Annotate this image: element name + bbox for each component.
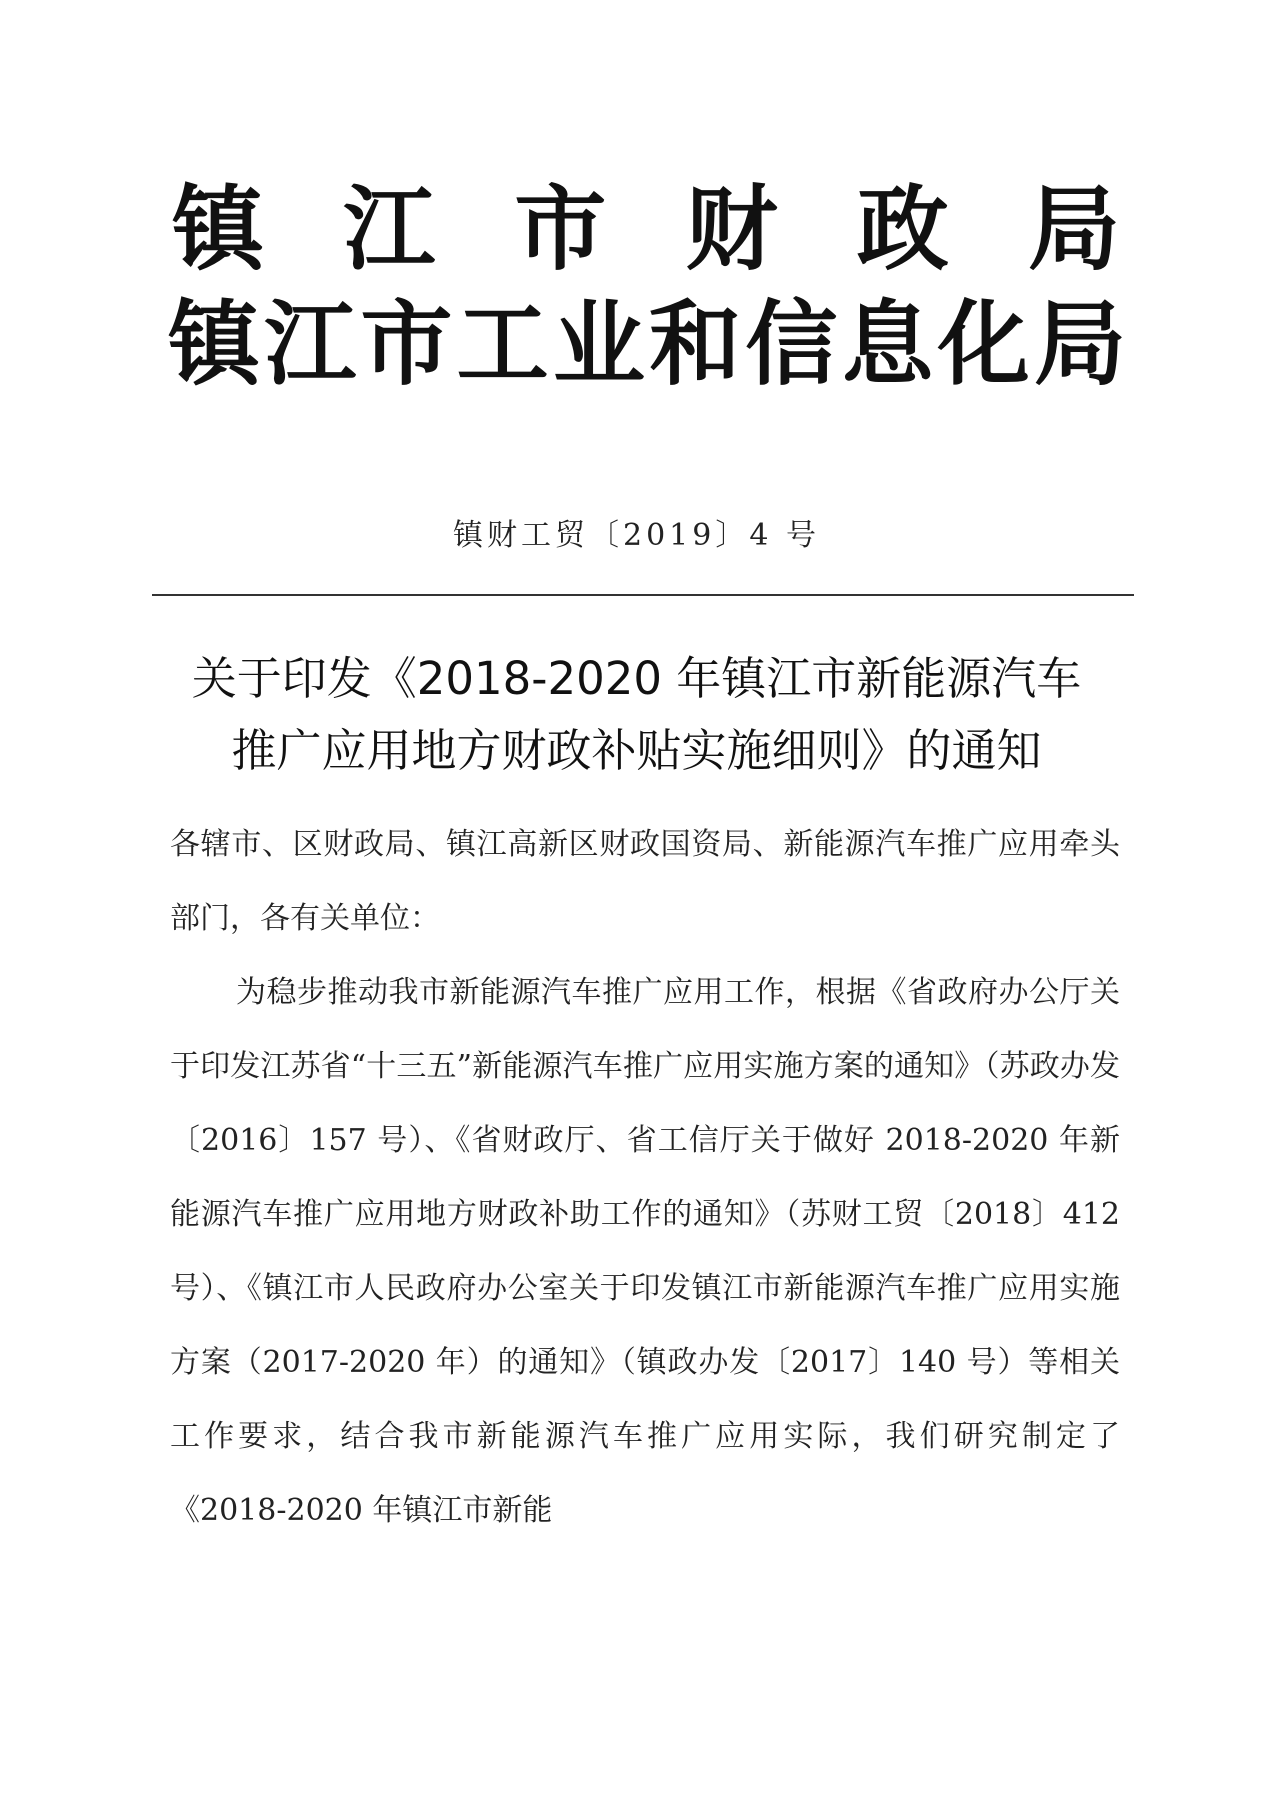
document-title-line-2: 推广应用地方财政补贴实施细则》的通知: [231, 724, 1042, 777]
document-body: [170, 808, 1120, 1548]
issuer-char: 息: [841, 291, 934, 398]
salutation: 各辖市、区财政局、镇江高新区财政国资局、新能源汽车推广应用牵头部门，各有关单位：: [170, 827, 1120, 936]
issuer-char: 工: [456, 291, 549, 398]
issuer-char: 政: [856, 176, 949, 283]
issuer-char: 化: [937, 291, 1030, 398]
issuer-char: 财: [685, 176, 778, 283]
body-paragraph: 为稳步推动我市新能源汽车推广应用工作，根据《省政府办公厅关于印发江苏省“十三五”新能源汽车推广应用实施方案的通知》（苏政办发〔2016〕157 号）、《省财政厅、省工信厅关于做好 2018-2020 年新能源汽车推广应用地方财政补助工作的通知》（苏财工贸〔2018〕412 号）、《镇江市人民政府办公室关于印发镇江市新能源汽车推广应用实施方案（2017-2020 年）的通知》（镇政办发〔2017〕140 号）等相关工作要求，结合我市新能源汽车推广应用实际，我们研究制定了《2018-2020 年镇江市新能: [170, 975, 1120, 1528]
issuer-char: 市: [360, 291, 453, 398]
issuer-name-line-1: [172, 175, 1120, 285]
issuer-name-line-2: [168, 290, 1126, 400]
issuer-char: 镇: [168, 291, 261, 398]
issuer-char: 和: [649, 291, 742, 398]
issuer-char: 业: [552, 291, 645, 398]
document-title-line-1: 关于印发《2018-2020 年镇江市新能源汽车: [191, 652, 1082, 705]
issuer-char: 江: [343, 176, 436, 283]
issuer-char: 局: [1027, 176, 1120, 283]
header-divider: [152, 594, 1134, 596]
issuer-char: 信: [745, 291, 838, 398]
issuer-char: 江: [264, 291, 357, 398]
issuer-char: 市: [514, 176, 607, 283]
issuer-char: 局: [1033, 291, 1126, 398]
document-number: 镇财工贸〔2019〕4 号: [453, 518, 820, 553]
issuer-char: 镇: [172, 176, 265, 283]
